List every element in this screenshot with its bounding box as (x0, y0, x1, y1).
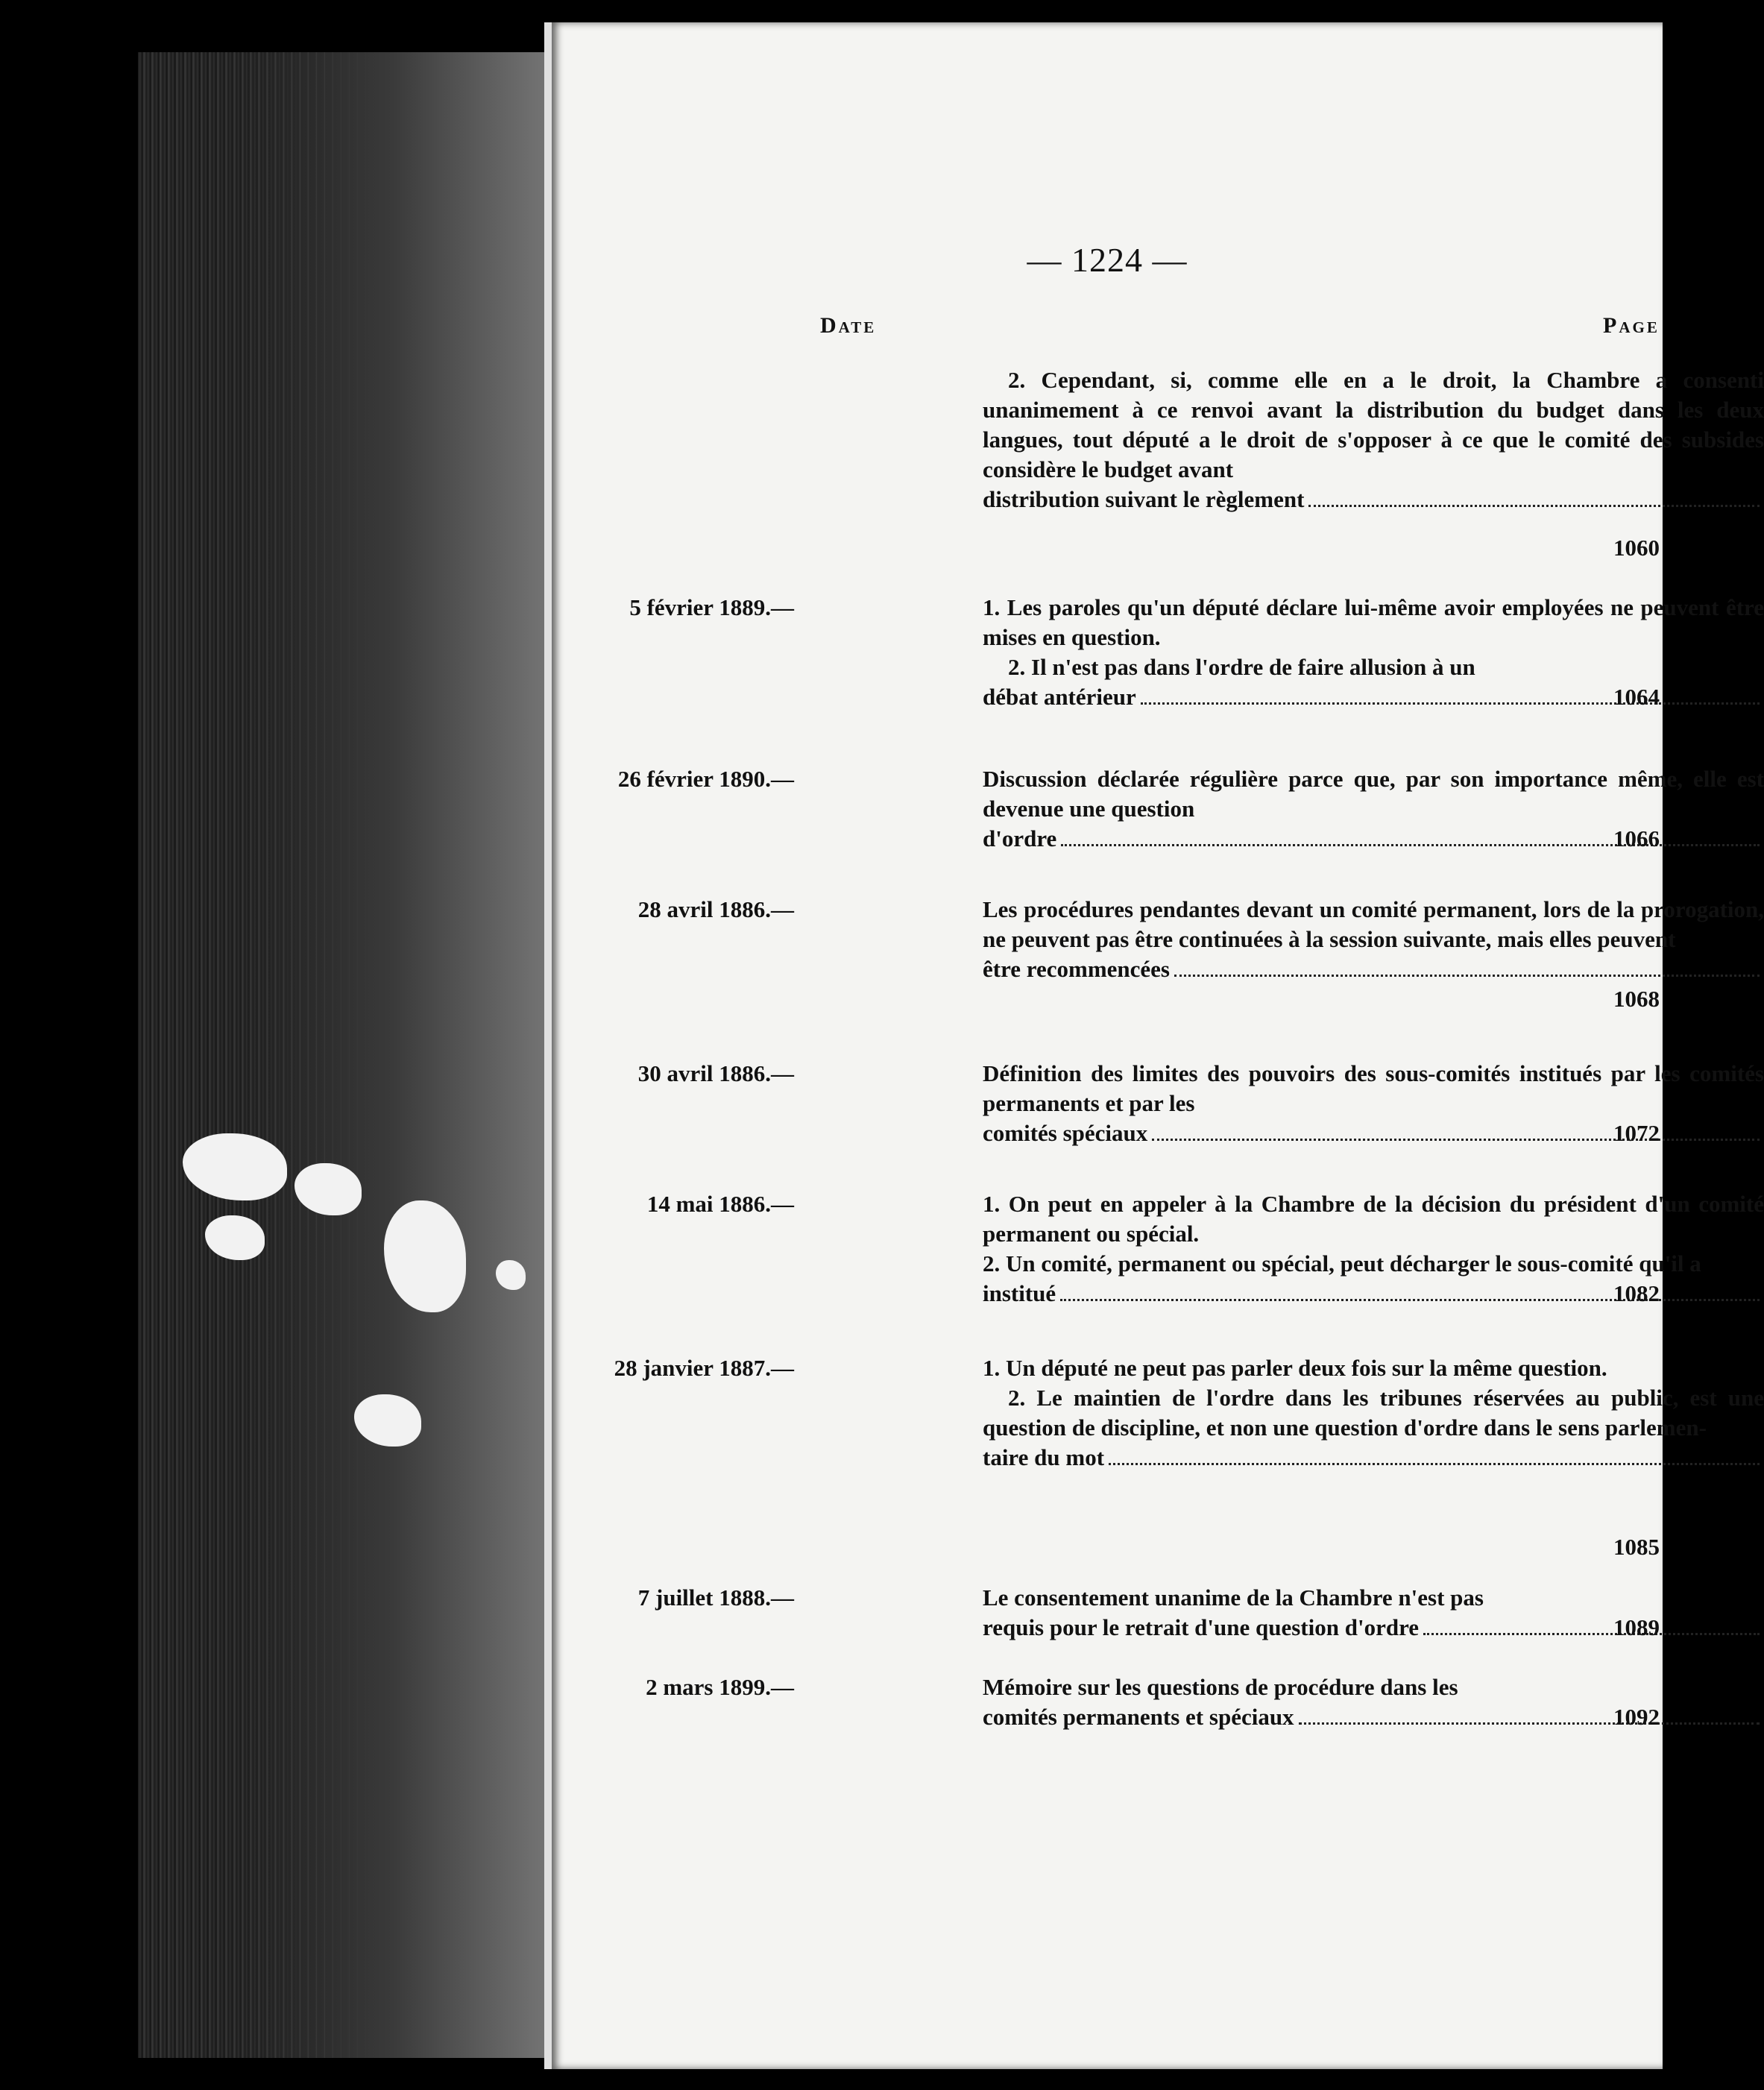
entry-page-ref: 1068 (1613, 986, 1660, 1012)
entry-page-ref: 1064 (1613, 684, 1660, 710)
entry-last-line: taire du mot (983, 1444, 1105, 1470)
ink-blot (354, 1394, 421, 1447)
entry-date: 5 février 1889.— (629, 594, 794, 620)
entry-date: 30 avril 1886.— (637, 1060, 794, 1086)
entry-last-line: d'ordre (983, 825, 1057, 852)
entry-page-ref: 1085 (1613, 1534, 1660, 1560)
ink-blot (384, 1200, 466, 1312)
entry-last-line: être recommencées (983, 956, 1170, 982)
ink-blot (205, 1215, 265, 1260)
entry-last-line: comités spéciaux (983, 1120, 1148, 1146)
entry-page-ref: 1082 (1613, 1280, 1660, 1306)
entry-page-ref: 1060 (1613, 535, 1660, 561)
book-spine-edge (138, 52, 563, 2058)
ink-blot (183, 1133, 287, 1200)
book-page (552, 22, 1764, 2069)
entry-text: Le consentement unanime de la Chambre n'est pas (983, 1584, 1484, 1611)
dot-leader (1299, 1722, 1760, 1725)
entry-last-line: distribution suivant le règlement (983, 486, 1305, 512)
page-number: — 1224 — (1027, 241, 1188, 279)
entry-text: 2. Cependant, si, comme elle en a le droit, la Chambre a consenti unanimement à ce renvoi avant la distribution du budget dans les deux langues, tout député a le droit de s'opposer à ce que le comité des subsides considère le budget avant (983, 367, 1764, 482)
entry-date: 26 février 1890.— (617, 766, 794, 792)
entry-text-2: 2. Le maintien de l'ordre dans les tribunes réservées au public, est une question de discipline, et non une question d'ordre dans le sens parlemen- (983, 1385, 1764, 1441)
entry-text: 1. On peut en appeler à la Chambre de la décision du président d'un comité permanent ou spécial. (983, 1191, 1764, 1247)
entry-last-line: comités permanents et spéciaux (983, 1704, 1294, 1730)
entry-text: Discussion déclarée régulière parce que, par son importance même, elle est devenue une question (983, 766, 1764, 822)
entry-text: 1. Les paroles qu'un député déclare lui-même avoir employées ne peuvent être mises en question. (983, 594, 1764, 650)
entry-last-line: institué (983, 1280, 1056, 1306)
entry-date: 2 mars 1899.— (646, 1674, 794, 1700)
entry-text: Les procédures pendantes devant un comité permanent, lors de la prorogation, ne peuvent pas être continuées à la session suivante, mais elles peuvent (983, 896, 1764, 952)
entry-date: 28 avril 1886.— (637, 896, 794, 922)
dot-leader (1109, 1463, 1760, 1465)
dot-leader (1423, 1633, 1760, 1635)
entry-text-2: 2. Un comité, permanent ou spécial, peut décharger le sous-comité qu'il a (983, 1250, 1701, 1277)
entry-text: Mémoire sur les questions de procédure dans les (983, 1674, 1458, 1700)
entry-page-ref: 1089 (1613, 1614, 1660, 1640)
entry-text-2: 2. Il n'est pas dans l'ordre de faire allusion à un (1008, 654, 1475, 680)
entry-text: Définition des limites des pouvoirs des sous-comités institués par les comités permanents et par les (983, 1060, 1764, 1116)
entry-date: 28 janvier 1887.— (614, 1355, 794, 1381)
entry-page-ref: 1072 (1613, 1120, 1660, 1146)
entry-date: 7 juillet 1888.— (637, 1584, 794, 1611)
entry-date: 14 mai 1886.— (646, 1191, 794, 1217)
entry-page-ref: 1066 (1613, 825, 1660, 852)
page-column-header: Page (1603, 313, 1660, 338)
entry-text: 1. Un député ne peut pas parler deux fois sur la même question. (983, 1355, 1607, 1381)
dot-leader (1174, 975, 1760, 977)
dot-leader (1141, 702, 1760, 705)
ink-blot (496, 1260, 526, 1290)
entry-page-ref: 1092 (1613, 1704, 1660, 1730)
dot-leader (1308, 505, 1760, 507)
entry-last-line: débat antérieur (983, 684, 1136, 710)
dot-leader (1152, 1139, 1760, 1141)
ink-blot (294, 1163, 362, 1215)
date-column-header: Date (820, 313, 877, 338)
entry-last-line: requis pour le retrait d'une question d'ordre (983, 1614, 1420, 1640)
